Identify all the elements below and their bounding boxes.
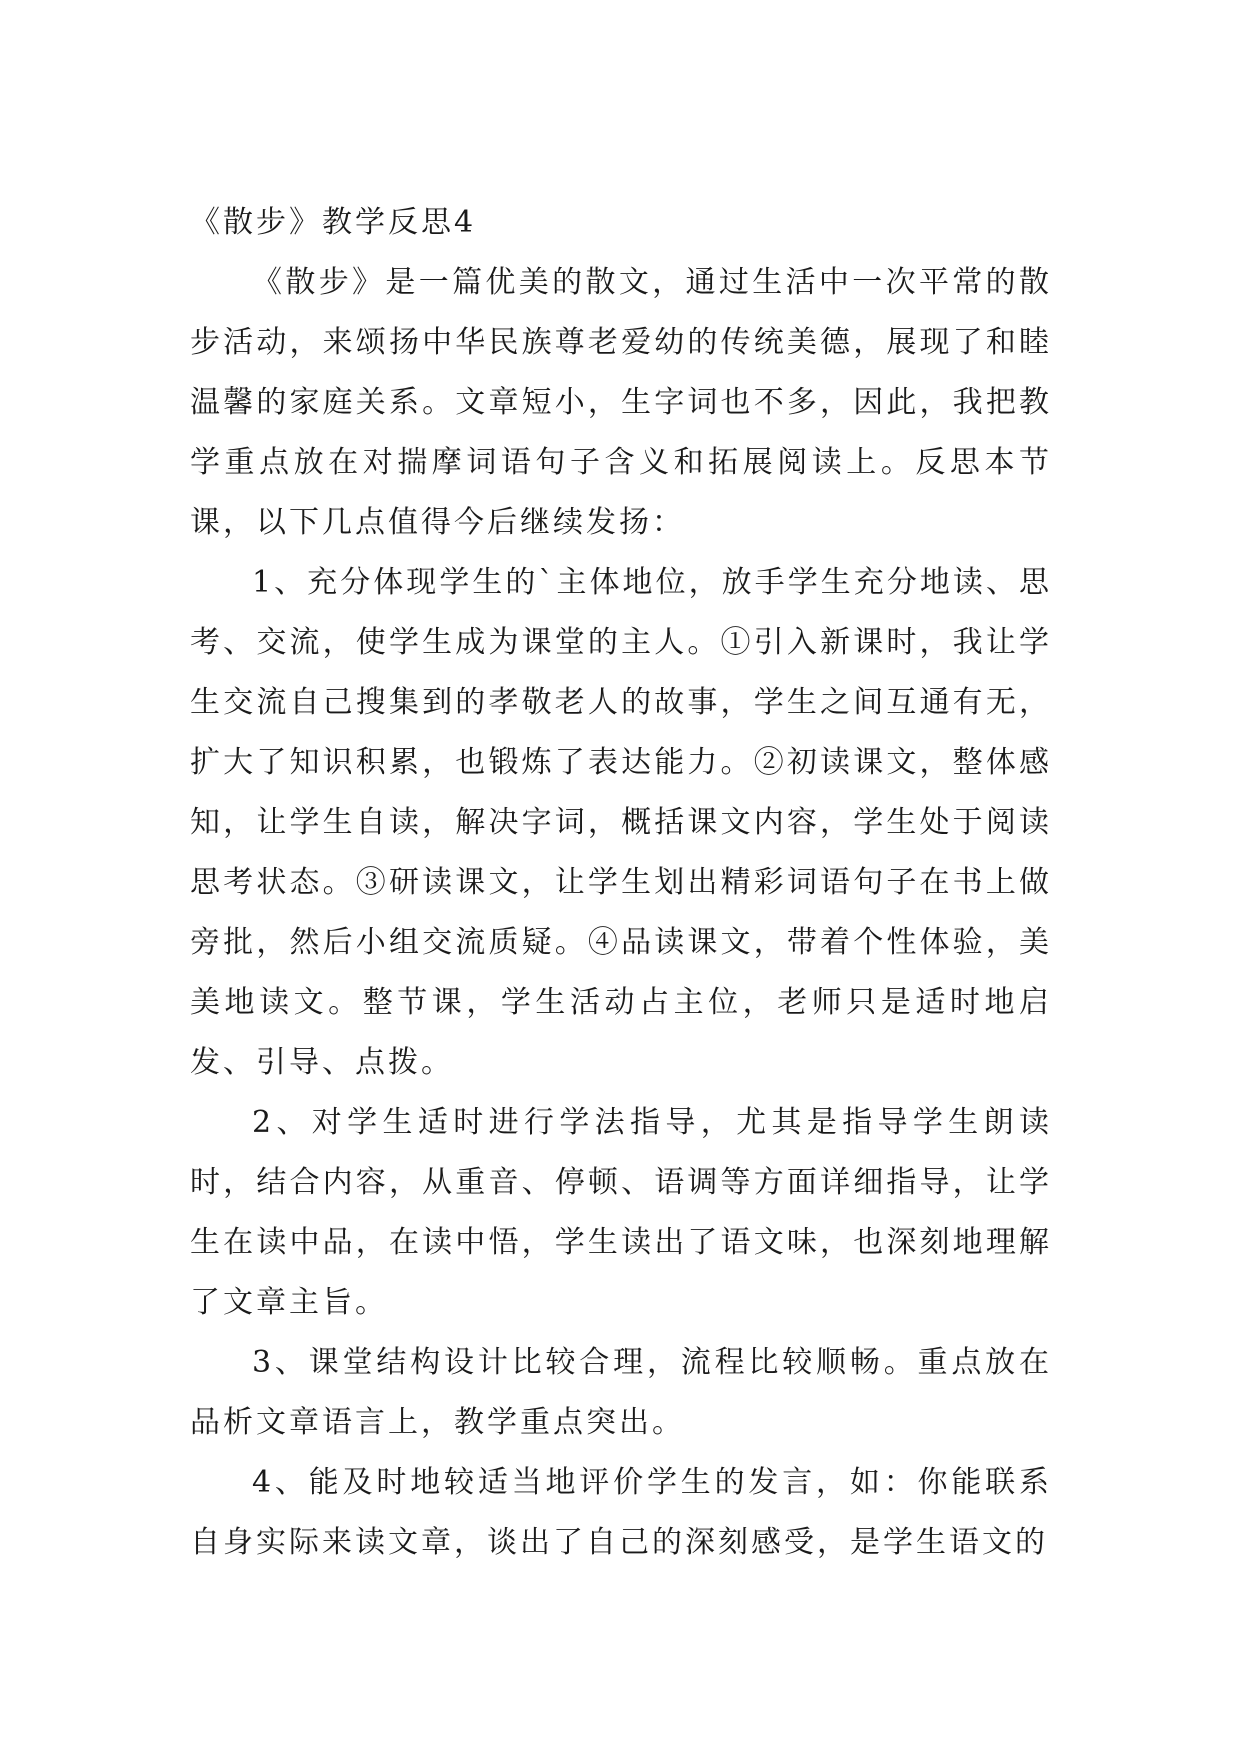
document-body bbox=[190, 193, 1052, 1573]
paragraph-point-4: 4、能及时地较适当地评价学生的发言，如：你能联系自身实际来读文章，谈出了自己的深刻感受，是学生语文的 bbox=[190, 1465, 1052, 1560]
paragraph-intro: 《散步》是一篇优美的散文，通过生活中一次平常的散步活动，来颂扬中华民族尊老爱幼的传统美德，展现了和睦温馨的家庭关系。文章短小，生字词也不多，因此，我把教学重点放在对揣摩词语句子含义和拓展阅读上。反思本节课，以下几点值得今后继续发扬： bbox=[190, 265, 1052, 540]
paragraph-point-2: 2、对学生适时进行学法指导，尤其是指导学生朗读时，结合内容，从重音、停顿、语调等方面详细指导，让学生在读中品，在读中悟，学生读出了语文味，也深刻地理解了文章主旨。 bbox=[190, 1105, 1052, 1320]
paragraph-point-3: 3、课堂结构设计比较合理，流程比较顺畅。重点放在品析文章语言上，教学重点突出。 bbox=[190, 1345, 1052, 1440]
document-title: 《散步》教学反思4 bbox=[190, 205, 477, 240]
paragraph-point-1: 1、充分体现学生的`主体地位，放手学生充分地读、思考、交流，使学生成为课堂的主人。①引入新课时，我让学生交流自己搜集到的孝敬老人的故事，学生之间互通有无，扩大了知识积累，也锻炼了表达能力。②初读课文，整体感知，让学生自读，解决字词，概括课文内容，学生处于阅读思考状态。③研读课文，让学生划出精彩词语句子在书上做旁批，然后小组交流质疑。④品读课文，带着个性体验，美美地读文。整节课，学生活动占主位，老师只是适时地启发、引导、点拨。 bbox=[190, 565, 1052, 1080]
